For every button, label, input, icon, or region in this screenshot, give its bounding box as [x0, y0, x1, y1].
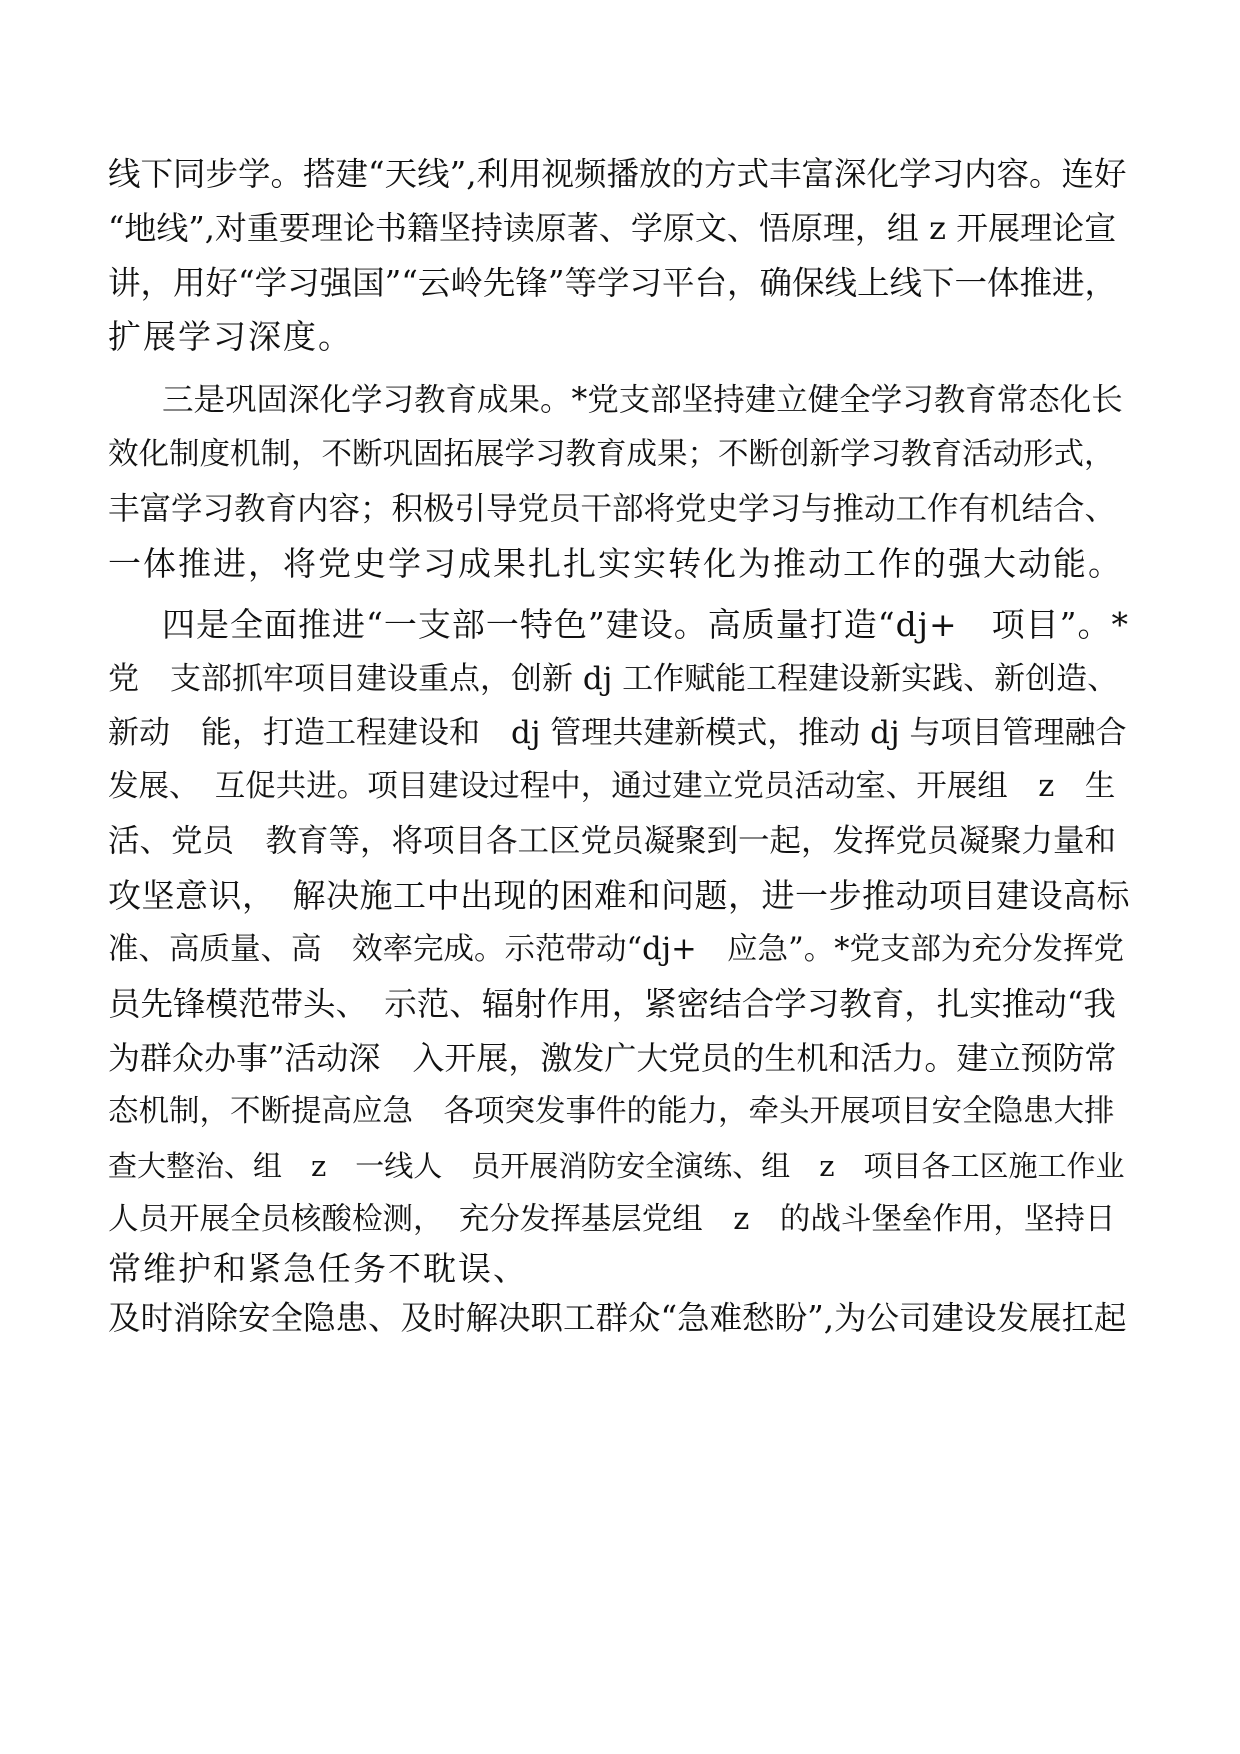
- text-line: 四是全面推进“一支部一特色”建设。高质量打造“dj+ 项目”。*: [162, 605, 1129, 644]
- text-line: 活、党员 教育等，将项目各工区党员凝聚到一起，发挥党员凝聚力量和: [108, 823, 1117, 859]
- text-line: 发展、 互促共进。项目建设过程中，通过建立党员活动室、开展组 z 生: [108, 769, 1116, 804]
- text-line: 人员开展全员核酸检测， 充分发挥基层党组 z 的战斗堡垒作用，坚持日: [108, 1202, 1116, 1237]
- text-line: 丰富学习教育内容；积极引导党员干部将党史学习与推动工作有机结合、: [108, 491, 1117, 527]
- text-line: 一体推进，将党史学习成果扎扎实实转化为推动工作的强大动能。: [108, 544, 1123, 583]
- text-line: 攻坚意识， 解决施工中出现的困难和问题，进一步推动项目建设高标: [108, 876, 1130, 915]
- text-line: 态机制，不断提高应急 各项突发事件的能力，牵头开展项目安全隐患大排: [108, 1094, 1115, 1129]
- text-line: 线下同步学。搭建“天线”,利用视频播放的方式丰富深化学习内容。连好: [108, 155, 1127, 193]
- text-line: 及时消除安全隐患、及时解决职工群众“急难愁盼”,为公司建设发展扛起: [108, 1299, 1127, 1337]
- text-line: 党 支部抓牢项目建设重点，创新 dj 工作赋能工程建设新实践、新创造、: [108, 661, 1119, 697]
- text-line: “地线”,对重要理论书籍坚持读原著、学原文、悟原理，组 z 开展理论宣: [108, 209, 1117, 247]
- text-line: 为群众办事”活动深 入开展，激发广大党员的生机和活力。建立预防常: [108, 1039, 1117, 1077]
- text-line: 效化制度机制，不断巩固拓展学习教育成果；不断创新学习教育活动形式，: [108, 437, 1115, 472]
- text-line: 准、高质量、高 效率完成。示范带动“dj+ 应急”。*党支部为充分发挥党: [108, 932, 1124, 967]
- text-line: 员先锋模范带头、 示范、辐射作用，紧密结合学习教育，扎实推动“我: [108, 985, 1116, 1023]
- text-line: 查大整治、组 z 一线人 员开展消防安全演练、组 z 项目各工区施工作业: [108, 1149, 1125, 1183]
- text-line: 常维护和紧急任务不耽误、: [108, 1249, 528, 1288]
- text-line: 三是巩固深化学习教育成果。*党支部坚持建立健全学习教育常态化长: [162, 382, 1123, 418]
- text-line: 讲，用好“学习强国”“云岭先锋”等学习平台，确保线上线下一体推进，: [108, 264, 1117, 302]
- text-line: 扩展学习深度。: [108, 317, 353, 356]
- text-line: 新动 能，打造工程建设和 dj 管理共建新模式，推动 dj 与项目管理融合: [108, 715, 1127, 751]
